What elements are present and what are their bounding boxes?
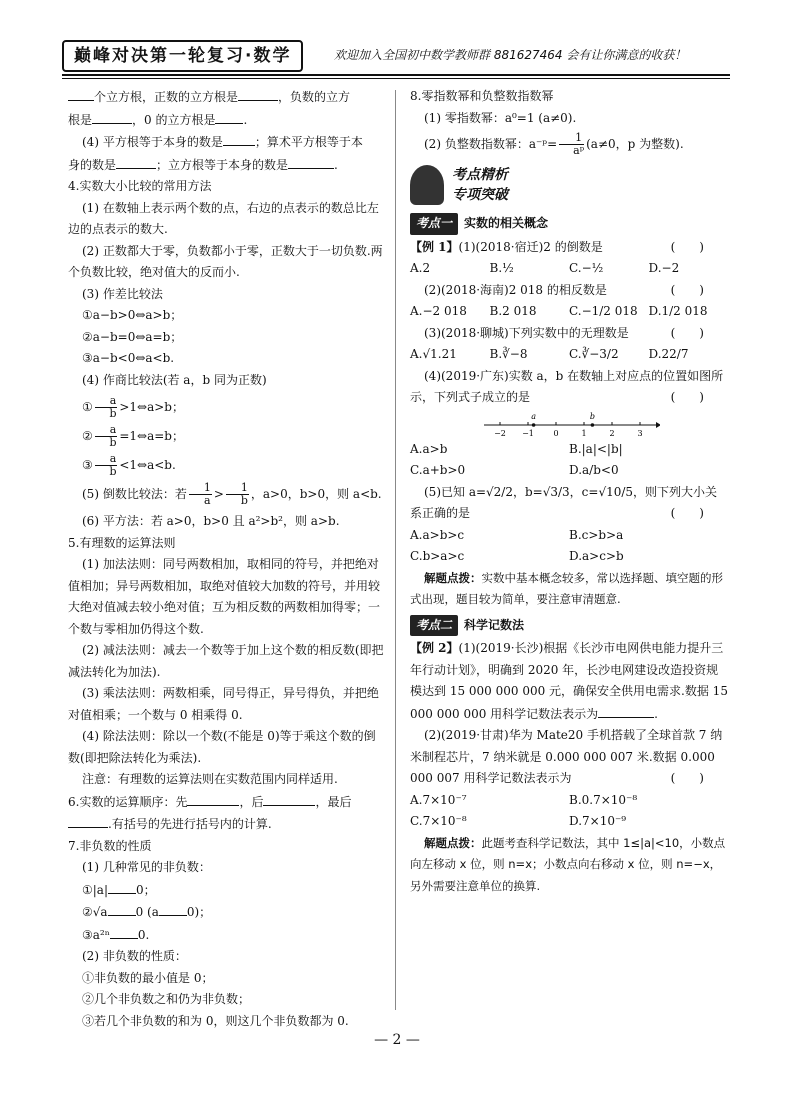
point-label: a: [531, 411, 536, 421]
solution-tip: 解题点拨：实数中基本概念较多，常以选择题、填空题的形式出现，题目较为简单，要注意审清题意.: [410, 570, 723, 606]
text-line: .有括号的先进行括号内的计算.: [68, 813, 386, 836]
point-marker: [532, 423, 536, 427]
header-slogan: 欢迎加入全国初中数学教师群 881627464 会有让你满意的收获！: [334, 48, 687, 62]
section-heading: 8.零指数幂和负整数指数幂: [410, 89, 554, 103]
paragraph: (3) 乘法法则：两数相乘，同号得正，异号得负，并把绝对值相乘；一个数与 0 相乘得 0.: [68, 686, 379, 722]
option[interactable]: A.√1.21: [410, 347, 457, 361]
option[interactable]: A.a>b: [410, 441, 448, 456]
section-heading: 6.实数的运算顺序：先 ，后 ，最后: [68, 791, 386, 814]
topic-title: 科学记数法: [464, 617, 525, 632]
option[interactable]: A.a>b>c: [410, 527, 465, 542]
answer-blank[interactable]: [215, 109, 243, 124]
option[interactable]: B.2 018: [489, 304, 537, 318]
option[interactable]: C.−1/2 018: [569, 304, 638, 318]
section-heading: 7.非负数的性质: [68, 838, 152, 853]
options-row: [410, 525, 728, 547]
formula-line: ③a−b<0⇔a<b.: [82, 351, 175, 365]
formula-line: (2) 负整数指数幂：a⁻ᵖ= $\frac{1}{\text{aᵖ}}$ (a≠0，p 为整数).: [424, 131, 684, 157]
page-number: — 2 —: [374, 1032, 420, 1048]
banner-subtitle: 专项突破: [452, 187, 508, 203]
topic-heading: [410, 213, 728, 235]
question: (5)已知 a=√2/2，b=√3/3，c=√10/5，则下列大小关系正确的是 ( ): [410, 484, 718, 520]
question: (3)(2018·聊城)下列实数中的无理数是 ( ): [424, 325, 704, 340]
answer-blank[interactable]: [68, 86, 94, 101]
section-heading: 5.有理数的运算法则: [68, 535, 176, 550]
option[interactable]: C.−½: [569, 261, 604, 275]
formula-line: ③a²ⁿ 0.: [68, 924, 386, 947]
formula-line: ①a−b>0⇔a>b；: [82, 308, 183, 322]
formula-line: ②√a 0 (a 0)；: [68, 901, 386, 924]
option[interactable]: A.−2 018: [410, 304, 467, 318]
section-banner: [410, 161, 728, 209]
answer-blank[interactable]: [92, 109, 132, 124]
note: 注意：有理数的运算法则在实数范围内同样适用.: [82, 772, 338, 786]
paragraph: (1) 加法法则：同号两数相加，取相同的符号，并把绝对值相加；异号两数相加，取绝对值较大加数的符号，并用较大绝对值减去较小绝对值；互为相反数的两数相加得零；一个数与零相加仍得这个数.: [68, 557, 381, 636]
fraction: $\frac{1}{a}$: [189, 482, 212, 507]
option[interactable]: D.a>c>b: [569, 549, 624, 563]
tick-label: 3: [637, 428, 643, 437]
formula-line: ①非负数的最小值是 0；: [82, 970, 214, 985]
formula-line: ②几个非负数之和仍为非负数；: [82, 992, 251, 1006]
paragraph: (1) 几种常见的非负数：: [82, 860, 211, 874]
answer-blank[interactable]: [108, 901, 136, 916]
book-title: 巅峰对决第一轮复习·数学: [62, 40, 303, 72]
formula-line: (6) 平方法：若 a>0，b>0 且 a²>b²，则 a>b.: [82, 514, 340, 528]
options-row: [410, 258, 728, 280]
options-row: [410, 344, 728, 366]
question: 【例 2】(1)(2019·长沙)根据《长沙市电网供电能力提升三年行动计划》，明确到 2020 年，长沙电网建设改造投资规模达到 15 000 000 000 元，确保安全供用电需求.数据 15 000 000 000 用科学记数法表示为 .: [410, 641, 728, 721]
formula-line: (5) 倒数比较法：若 $\frac{1}{a}$ > $\frac{1}{b}$ ，a>0，b>0，则 a<b.: [82, 481, 382, 507]
option[interactable]: C.7×10⁻⁸: [410, 814, 467, 828]
option[interactable]: B.c>b>a: [569, 527, 624, 542]
answer-blank[interactable]: [223, 131, 255, 146]
options-row: [410, 790, 728, 812]
fraction: $\frac{a}{b}$: [95, 424, 118, 449]
left-column: [68, 86, 386, 1032]
tick-label: 0: [553, 428, 559, 437]
paragraph: (2) 非负数的性质：: [82, 949, 187, 963]
options-row: [410, 439, 728, 461]
option[interactable]: D.22/7: [648, 347, 689, 361]
formula-line: ②a−b=0⇔a=b；: [82, 329, 183, 344]
paragraph: (2) 减法法则：减去一个数等于加上这个数的相反数(即把减法转化为加法).: [68, 643, 384, 679]
topic-heading: [410, 615, 728, 637]
option[interactable]: C.a+b>0: [410, 463, 466, 477]
formula-line: ③若几个非负数的和为 0，则这几个非负数都为 0.: [82, 1013, 349, 1028]
right-column: [410, 86, 728, 897]
point-label: b: [589, 411, 595, 421]
option[interactable]: C.∛−3/2: [569, 347, 619, 361]
tick-label: −1: [522, 428, 534, 437]
text-line: 个立方根，正数的立方根是 ，负数的立方: [68, 86, 386, 109]
question: (2)(2019·甘肃)华为 Mate20 手机搭载了全球首款 7 纳米制程芯片，7 纳米就是 0.000 000 007 米.数据 0.000 000 007 用科学记数法表示为 ( ): [410, 728, 723, 785]
answer-blank[interactable]: [68, 813, 108, 828]
options-row: [410, 811, 728, 833]
topic-title: 实数的相关概念: [464, 216, 549, 230]
header-rule: [62, 74, 730, 76]
formula-line: ③ $\frac{a}{b}$ <1⇔a<b.: [82, 452, 176, 478]
option[interactable]: B.0.7×10⁻⁸: [569, 792, 638, 807]
option[interactable]: B.|a|<|b|: [569, 441, 623, 456]
option[interactable]: A.2: [410, 261, 431, 275]
options-row: [410, 546, 728, 568]
tick-label: 2: [609, 428, 615, 437]
option[interactable]: D.1/2 018: [648, 304, 708, 318]
question: (2)(2018·海南)2 018 的相反数是 ( ): [424, 282, 704, 297]
answer-blank[interactable]: [263, 791, 315, 806]
reader-figure-icon: [410, 165, 444, 205]
answer-blank[interactable]: [288, 154, 334, 169]
option[interactable]: D.a/b<0: [569, 463, 619, 477]
answer-blank[interactable]: [108, 879, 136, 894]
header-rule-thin: [62, 78, 730, 79]
paragraph: (4) 作商比较法(若 a，b 同为正数): [82, 372, 267, 387]
topic-badge: 考点一: [410, 213, 458, 235]
answer-blank[interactable]: [238, 86, 278, 101]
fraction: $\frac{1}{b}$: [226, 482, 249, 507]
page-header: [62, 36, 730, 80]
paragraph: (4) 除法法则：除以一个数(不能是 0)等于乘这个数的倒数(即把除法转化为乘法).: [68, 729, 376, 765]
text-line: (4) 平方根等于本身的数是 ；算术平方根等于本: [68, 131, 386, 154]
answer-blank[interactable]: [110, 924, 138, 939]
section-heading: 4.实数大小比较的常用方法: [68, 179, 212, 193]
fraction: $\frac{a}{b}$: [95, 453, 118, 478]
option[interactable]: D.−2: [648, 261, 680, 275]
answer-blank[interactable]: [187, 791, 239, 806]
fraction: $\frac{a}{b}$: [95, 395, 118, 420]
options-row: [410, 301, 728, 323]
tick-label: −2: [494, 428, 506, 437]
option[interactable]: B.∛−8: [489, 347, 528, 361]
text-line: 根是 ，0 的立方根是 .: [68, 109, 386, 132]
arrow-icon: [656, 422, 660, 428]
formula-line: ①|a| 0；: [68, 879, 386, 902]
option[interactable]: C.b>a>c: [410, 549, 465, 563]
answer-blank[interactable]: [116, 154, 156, 169]
fraction: $\frac{1}{\text{aᵖ}}$: [559, 132, 584, 157]
option[interactable]: B.½: [489, 261, 514, 275]
paragraph: (1) 在数轴上表示两个数的点，右边的点表示的数总比左边的点表示的数大.: [68, 200, 379, 236]
options-row: [410, 460, 728, 482]
option[interactable]: A.7×10⁻⁷: [410, 792, 467, 807]
answer-blank[interactable]: [159, 901, 187, 916]
number-line: [480, 411, 660, 437]
solution-tip: 解题点拨：此题考查科学记数法，其中 1≤|a|<10，小数点向左移动 x 位，则 n=x；小数点向右移动 x 位，则 n=−x，另外需要注意单位的换算.: [410, 835, 726, 893]
paragraph: (3) 作差比较法: [82, 286, 163, 301]
banner-title: 考点精析: [452, 167, 508, 183]
option[interactable]: D.7×10⁻⁹: [569, 814, 627, 828]
column-divider: [395, 90, 396, 1010]
formula-line: (1) 零指数幂：a⁰=1 (a≠0).: [424, 110, 577, 125]
tick-label: 1: [581, 428, 587, 437]
formula-line: ② $\frac{a}{b}$ =1⇔a=b；: [82, 423, 184, 449]
formula-line: ① $\frac{a}{b}$ >1⇔a>b；: [82, 394, 184, 420]
text-line: 身的数是 ；立方根等于本身的数是 .: [68, 154, 386, 177]
point-marker: [591, 423, 595, 427]
question: 【例 1】(1)(2018·宿迁)2 的倒数是 ( ): [410, 239, 704, 254]
number-line-figure: [410, 411, 728, 437]
topic-badge: 考点二: [410, 615, 458, 637]
answer-blank[interactable]: [598, 703, 654, 718]
paragraph: (2) 正数都大于零，负数都小于零，正数大于一切负数.两个负数比较，绝对值大的反而小.: [68, 243, 383, 279]
question: (4)(2019·广东)实数 a，b 在数轴上对应点的位置如图所示，下列式子成立的是 ( ): [410, 368, 724, 404]
